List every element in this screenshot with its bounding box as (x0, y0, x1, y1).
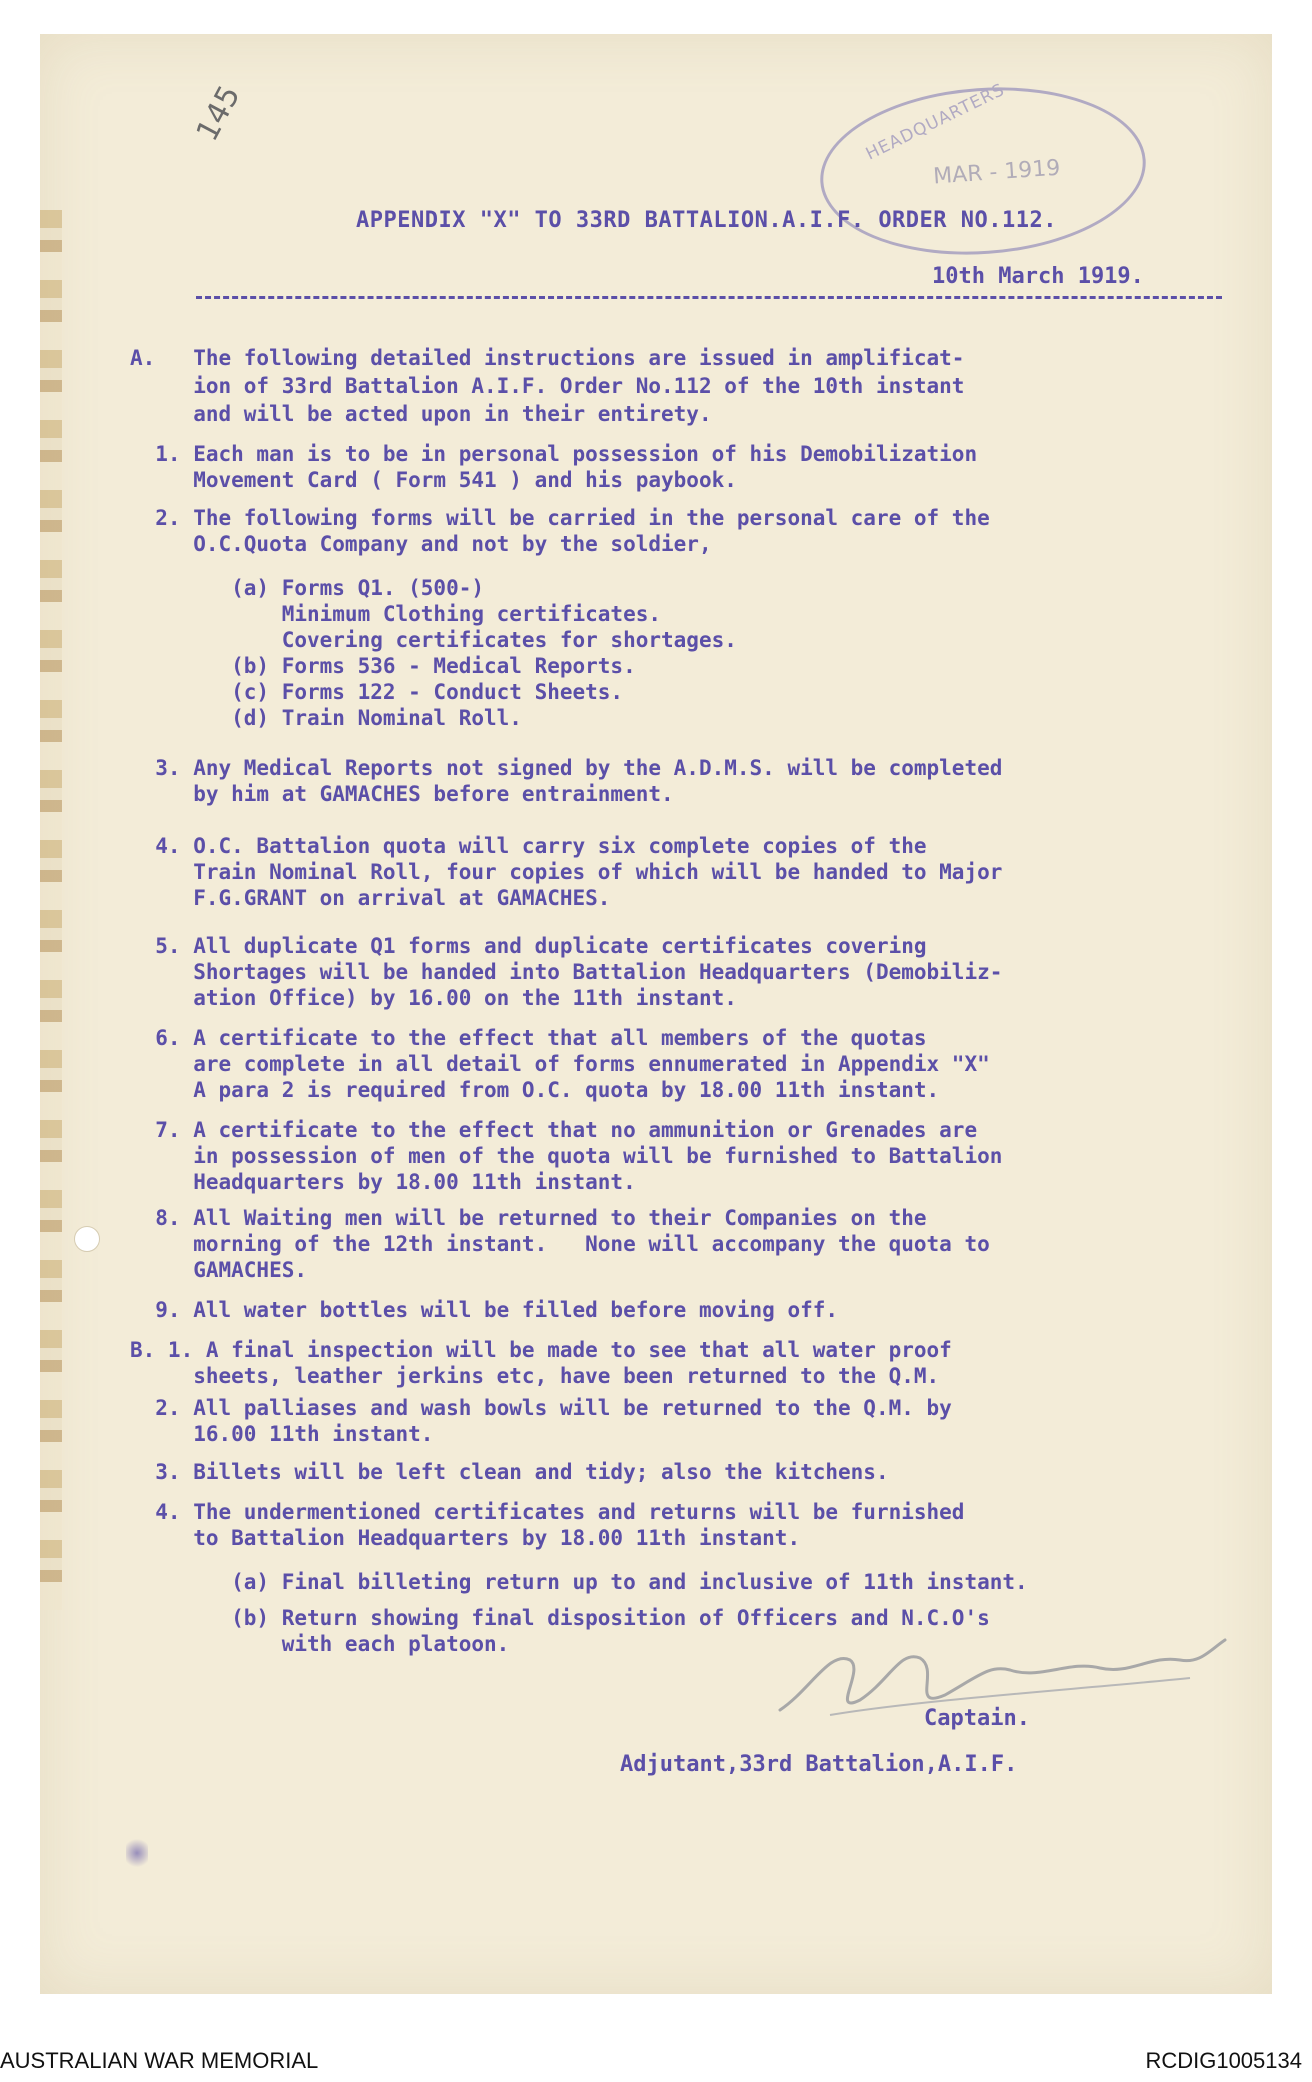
body-line: (b) Return showing final disposition of Officers and N.C.O's (130, 1606, 990, 1630)
body-line: (a) Forms Q1. (500-) (130, 576, 485, 600)
body-line: ion of 33rd Battalion A.I.F. Order No.112 of the 10th instant (130, 374, 965, 398)
body-line: Movement Card ( Form 541 ) and his paybook. (130, 468, 737, 492)
signature-rank: Captain. (924, 1706, 1030, 1731)
body-line: B. 1. A final inspection will be made to see that all water proof (130, 1338, 952, 1362)
document-date: 10th March 1919. (932, 264, 1144, 289)
body-line: 2. The following forms will be carried in the personal care of the (130, 506, 990, 530)
footer-source: AUSTRALIAN WAR MEMORIAL (0, 2048, 319, 2073)
body-line: 3. Billets will be left clean and tidy; also the kitchens. (130, 1460, 889, 1484)
body-line: (c) Forms 122 - Conduct Sheets. (130, 680, 624, 704)
body-line: A para 2 is required from O.C. quota by 18.00 11th instant. (130, 1078, 940, 1102)
body-line: with each platoon. (130, 1632, 510, 1656)
body-line: GAMACHES. (130, 1258, 308, 1282)
body-line: 4. The undermentioned certificates and returns will be furnished (130, 1500, 965, 1524)
body-line: (b) Forms 536 - Medical Reports. (130, 654, 636, 678)
footer-id: RCDIG1005134 (1145, 2048, 1302, 2073)
signature-title: Adjutant,33rd Battalion,A.I.F. (620, 1752, 1018, 1777)
torn-left-edge (40, 210, 62, 1610)
body-line: (a) Final billeting return up to and inclusive of 11th instant. (130, 1570, 1028, 1594)
body-line: 3. Any Medical Reports not signed by the A.D.M.S. will be completed (130, 756, 1003, 780)
punch-hole (74, 1226, 100, 1252)
body-line: 9. All water bottles will be filled before moving off. (130, 1298, 839, 1322)
body-line: Headquarters by 18.00 11th instant. (130, 1170, 636, 1194)
body-line: morning of the 12th instant. None will accompany the quota to (130, 1232, 990, 1256)
body-line: A. The following detailed instructions are issued in amplificat- (130, 346, 965, 370)
ink-smudge (126, 1836, 148, 1870)
body-line: Train Nominal Roll, four copies of which will be handed to Major (130, 860, 1003, 884)
body-line: 8. All Waiting men will be returned to their Companies on the (130, 1206, 927, 1230)
body-line: in possession of men of the quota will be furnished to Battalion (130, 1144, 1003, 1168)
body-line: O.C.Quota Company and not by the soldier, (130, 532, 712, 556)
body-line: and will be acted upon in their entirety. (130, 402, 712, 426)
body-line: Shortages will be handed into Battalion Headquarters (Demobiliz- (130, 960, 1003, 984)
stamp-org: HEADQUARTERS (862, 79, 1009, 165)
body-line: 6. A certificate to the effect that all members of the quotas (130, 1026, 927, 1050)
body-line: by him at GAMACHES before entrainment. (130, 782, 674, 806)
body-line: 2. All palliases and wash bowls will be returned to the Q.M. by (130, 1396, 952, 1420)
body-line: (d) Train Nominal Roll. (130, 706, 522, 730)
body-line: 4. O.C. Battalion quota will carry six complete copies of the (130, 834, 927, 858)
body-line: 16.00 11th instant. (130, 1422, 434, 1446)
folio-number: 145 (189, 80, 248, 147)
body-line: 5. All duplicate Q1 forms and duplicate certificates covering (130, 934, 927, 958)
document-heading: APPENDIX "X" TO 33RD BATTALION.A.I.F. ORDER NO.112. (356, 208, 1058, 233)
heading-rule (196, 296, 1222, 299)
body-line: F.G.GRANT on arrival at GAMACHES. (130, 886, 611, 910)
body-line: sheets, leather jerkins etc, have been returned to the Q.M. (130, 1364, 940, 1388)
stamp-date: MAR - 1919 (932, 155, 1062, 190)
body-line: Covering certificates for shortages. (130, 628, 737, 652)
body-line: are complete in all detail of forms ennumerated in Appendix "X" (130, 1052, 990, 1076)
body-line: 7. A certificate to the effect that no ammunition or Grenades are (130, 1118, 978, 1142)
body-line: to Battalion Headquarters by 18.00 11th instant. (130, 1526, 801, 1550)
body-line: Minimum Clothing certificates. (130, 602, 662, 626)
body-line: ation Office) by 16.00 on the 11th instant. (130, 986, 737, 1010)
body-line: 1. Each man is to be in personal possession of his Demobilization (130, 442, 978, 466)
